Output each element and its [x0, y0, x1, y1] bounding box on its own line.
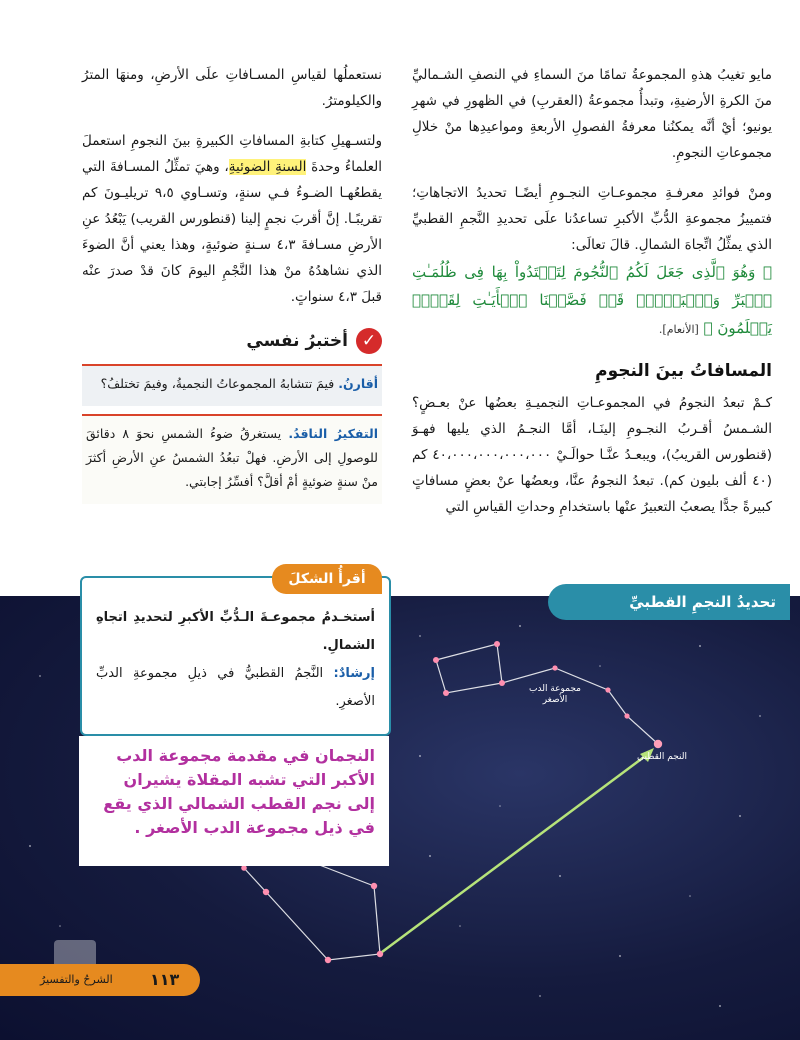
hint-text: النَّجمُ القطبيُّ في ذيلِ مجموعةِ الدبِّ الأصغرِ. — [96, 666, 375, 709]
footer-label: الشرحُ والتفسيرُ — [40, 973, 113, 986]
paragraph-directions: ومنْ فوائدِ معرفـةِ مجموعـاتِ النجـومِ أيضًـا تحديدُ الاتجاهاتِ؛ فتمييزُ مجموعةِ الدُّبِّ الأكبرِ تساعدُنا علَى تحديدِ النَّجمِ القطبيِّ الذي يمثِّلُ اتِّجاهَ الشمالِ. قالَ تعالَى: — [412, 185, 772, 253]
hint-label: إرشادٌ: — [333, 666, 375, 681]
question-critical-thinking — [82, 414, 382, 504]
read-figure-tab: أقرأُ الشكلَ — [272, 564, 382, 594]
left-column — [82, 62, 382, 512]
right-column — [412, 62, 772, 534]
read-figure-box — [80, 576, 391, 736]
verse-text: ﴿ وَهُوَ ٱلَّذِى جَعَلَ لَكُمُ ٱلنُّجُومَ لِتَهۡتَدُواْ بِهَا فِى ظُلُمَـٰتِ ٱلۡبَرِّ وَٱلۡبَحۡرِۗ قَدۡ فَصَّلۡنَا ٱلۡأَيَـٰتِ لِقَوۡمٖ يَعۡلَمُونَ ﴾ — [412, 263, 772, 337]
check-icon: ✓ — [356, 328, 382, 354]
read-figure-hint — [96, 660, 375, 716]
question-label: التفكيرُ الناقدُ. — [288, 426, 379, 441]
page-number: ١١٣ — [150, 970, 180, 989]
label-little-dipper: مجموعة الدب الأصغر — [529, 684, 581, 705]
read-figure-instruction: أستخـدمُ مجموعـةَ الـدُّبِّ الأكبرِ لتحديدِ اتجاهِ الشمالِ. — [96, 610, 375, 653]
text-segment: ولتسـهيلِ كتابةِ المسافاتِ الكبيرةِ بينَ النجومِ استعملَ العلماءُ وحدةَ — [82, 133, 382, 175]
paragraph-light-year — [82, 128, 382, 310]
label-polaris: النجم القطبي — [636, 752, 687, 762]
highlighted-term-light-year: السنةِ الضوئيةِ — [228, 159, 307, 175]
paragraph-seasons: مايو تغيبُ هذهِ المجموعةُ تمامًا منَ السماءِ في النصفِ الشـماليِّ منَ الكرةِ الأرضيةِ، وتبدأُ مجموعةُ (العقربِ) في الظهورِ في شهرِ يونيو؛ أيْ أنَّه يمكنُنا معرفةُ الفصولِ الأربعةِ ومواعيدِها منْ خلالِ مجموعاتِ النجومِ. — [412, 67, 772, 161]
verse-reference: [الأنعام]. — [658, 323, 699, 336]
paragraph-units: نستعملُها لقياسِ المسـافاتِ علَى الأرضِ، ومنهَا المترُ والكيلومترُ. — [82, 67, 382, 109]
paragraph-distances: كـمْ تبعدُ النجومُ في المجموعـاتِ النجميـةِ بعضُها عنْ بعـضٍ؟ الشـمسُ أقـربُ النجـومِ إلينَـا، أمَّا النجـمُ الذي يليها فهـوَ (قنطورس القريبُ)، ويبعـدُ عنَّـا حوالَـيْ ٤٠،٠٠٠،٠٠٠،٠٠٠،٠٠٠ كم (٤٠ ألف بليون كم). تبعدُ النجومُ عنَّا، وبعضُها عنْ بعضٍ مسافاتٍ كبيرةً جدًّا يصعبُ التعبيرُ عنْها باستخدامِ وحداتِ القياسِ التي — [412, 395, 773, 515]
self-test-title: أختبرُ نفسي — [246, 331, 348, 351]
question-text: يستغرقُ ضوءُ الشمسِ نحوَ ٨ دقائقَ للوصولِ إلى الأرضِ. فهلْ تبعُدُ الشمسُ عنِ الأرضِ أكثرَ منْ سنةٍ ضوئيةٍ أمْ أقلَّ؟ أفسِّرُ إجابتي. — [86, 426, 378, 489]
self-test-header — [82, 328, 382, 354]
question-label: أقارنُ. — [338, 376, 378, 391]
question-text: فيمَ تتشابهُ المجموعاتُ النجميةُ، وفيمَ تختلفُ؟ — [100, 376, 335, 391]
quran-verse — [412, 258, 772, 344]
polaris-star — [654, 740, 662, 748]
pointer-arrow-line — [382, 754, 648, 952]
figure-caption: النجمان في مقدمة مجموعة الدب الأكبر التي تشبه المقلاة يشيران إلى نجم القطب الشمالي الذي يقع في ذيل مجموعة الدب الأصغر . — [79, 736, 389, 866]
section-heading-distances: المسافاتُ بينَ النجومِ — [595, 361, 772, 381]
question-compare — [82, 364, 382, 406]
text-segment: ، وهيَ تمثِّلُ المسـافةَ التي يقطعُهـا الضـوءُ فـي سنةٍ، وتسـاوي ٩،٥ تريليـونَ كم تقريبًـا. إنَّ أقربَ نجمٍ إلينا (قنطورس القريب) يَبْعُدُ عنِ الأرضِ مسـافةَ ٤،٣ سـنةٍ ضوئيةٍ، وهذا يعني أنَّ الضوءَ الذي نشاهدُهُ منْ هذا النَّجْمِ اليومَ كانَ قدْ صدرَ عنْه قبلَ ٤،٣ سنواتٍ. — [82, 159, 382, 305]
figure-title-banner: تحديدُ النجمِ القطبيِّ — [548, 584, 790, 620]
